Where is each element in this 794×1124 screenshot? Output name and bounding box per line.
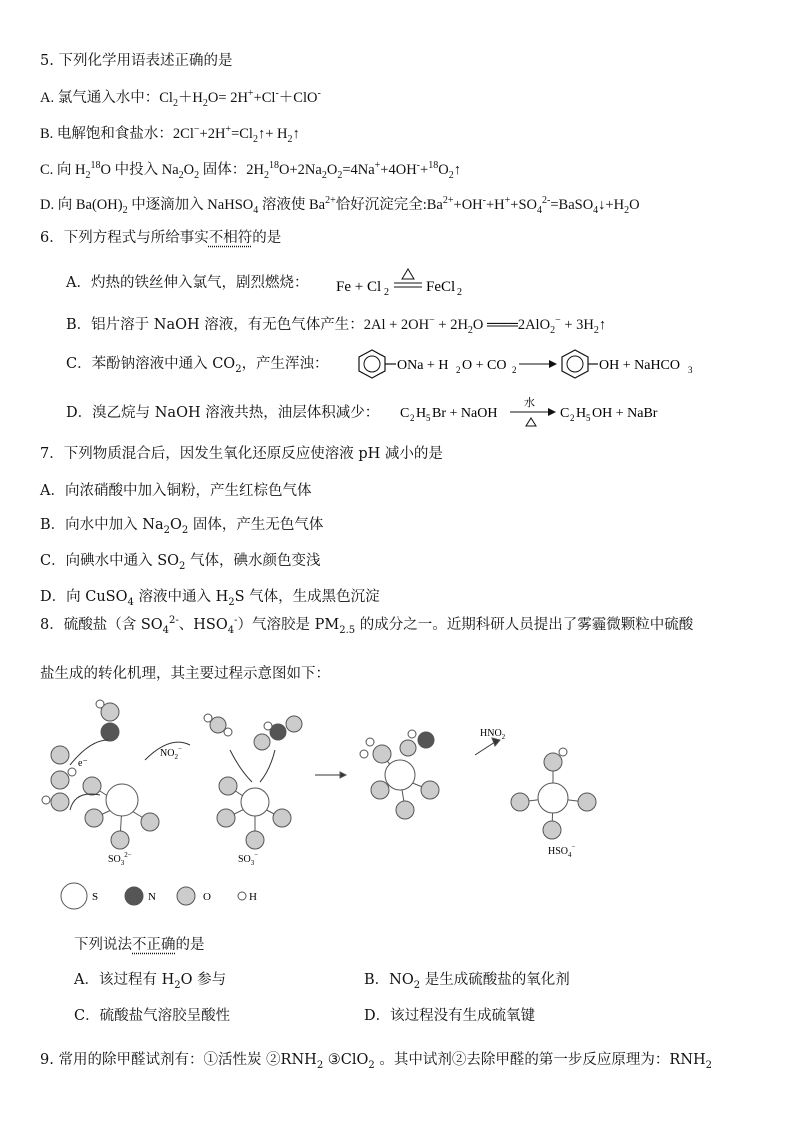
nitrogen-atom (101, 723, 119, 741)
oxygen-atom (511, 793, 529, 811)
q8-mechanism-diagram (30, 690, 630, 920)
oxygen-atom (83, 777, 101, 795)
q6-option-a (66, 273, 308, 293)
oxygen-atom (544, 753, 562, 771)
svg-text:2: 2 (384, 287, 389, 298)
q8-question (74, 935, 205, 955)
no2-label: $NO_2^-$ (160, 745, 182, 761)
oxygen-atom (254, 734, 270, 750)
q5-a-prefix: A. 氯气通入水中： (40, 90, 160, 106)
q5-c-prefix: C. 向 H (40, 162, 86, 178)
q6-option-b: B．铝片溶于 NaOH 溶液，有无色气体产生：$2Al + 2OH^- + 2H_2O$ ═══2AlO$_2$− + $3H_2↑$ (66, 315, 607, 336)
q8-stem-post: 的成分之一。近期科研人员提出了雾霾微颗粒中硫酸 (355, 617, 694, 633)
q6-stem-pre: 6．下列方程式与所给事实 (40, 230, 209, 246)
svg-text:ONa + H: ONa + H (397, 358, 449, 373)
q8-question-post: 的是 (175, 937, 205, 953)
q7-c-pre: C．向碘水中通入 SO (40, 553, 180, 569)
sulfur-atom (106, 784, 138, 816)
oxygen-atom (85, 809, 103, 827)
q5-option-d: D. 向 $Ba(OH)_2$ 中逐滴加入 NaHSO$_4$ 溶液使 $Ba^{2+}$恰好沉淀完全$:Ba^{2+}+OH^-+H^++SO_4^{2-}=BaSO_4↓+H_2O$ (40, 195, 640, 216)
q8-option-a: A．该过程有 $H_2O$ 参与 (74, 972, 227, 991)
q7-b-post: 固体，产生无色气体 (188, 517, 324, 533)
hso4-label: $HSO_4^-$ (548, 843, 576, 859)
q5-c-mid2: O (183, 162, 195, 178)
q7-stem: 7．下列物质混合后，因发生氧化还原反应使溶液 pH 减小的是 (40, 446, 443, 462)
q8-stem-mid2: ）气溶胶是 PM (237, 617, 340, 633)
oxygen-atom (210, 717, 226, 733)
q8-stem-mid: 、HSO (178, 617, 228, 633)
q6-water-label: 水 (524, 397, 535, 409)
q8-stem-pre: 8．硫酸盐（含 SO (40, 617, 163, 633)
legend-oxygen-icon (177, 887, 195, 905)
q5-c-mid: O 中投入 Na (100, 162, 179, 178)
legend-sulfur-icon (61, 883, 87, 909)
svg-text:Br + NaOH: Br + NaOH (432, 406, 498, 421)
svg-text:2: 2 (457, 287, 462, 298)
oxygen-atom (219, 777, 237, 795)
sulfur-atom (385, 760, 415, 790)
oxygen-atom (578, 793, 596, 811)
oxygen-atom (111, 831, 129, 849)
q6-stem-post: 的是 (252, 230, 282, 246)
nitrogen-atom (418, 732, 434, 748)
svg-text:FeCl: FeCl (426, 279, 456, 295)
q5-stem: 5. 下列化学用语表述正确的是 (40, 53, 233, 69)
q8-option-d: D．该过程没有生成硫氧键 (364, 1008, 536, 1024)
q8-b-text2: 是生成硫酸盐的氧化剂 (420, 972, 570, 988)
svg-text:OH + NaBr: OH + NaBr (592, 406, 658, 421)
hydrogen-atom (408, 730, 416, 738)
q5-b-prefix: B. 电解饱和食盐水： (40, 126, 173, 142)
oxygen-atom (400, 740, 416, 756)
q6-equation-a (330, 263, 480, 299)
hydrogen-atom (224, 728, 232, 736)
q8-option-b: B．$NO_2$ 是生成硫酸盐的氧化剂 (364, 972, 570, 991)
q8-question-pre: 下列说法 (74, 937, 132, 953)
q5-option-c: C. 向 $H_2^{18}O$ 中投入 $Na_2O_2$ 固体：$2H_2^{18}O+2Na_2O_2=4Na^++4OH^-+^{18}O_2↑$ (40, 160, 461, 181)
q5-d-mid2: 溶液使 Ba (258, 197, 326, 213)
q7-d-pre: D．向 CuSO (40, 589, 128, 605)
hno2-label: $HNO_2$ (480, 728, 506, 741)
svg-text:C: C (560, 406, 570, 421)
svg-text:2: 2 (570, 413, 575, 423)
q8-b-text: B．NO (364, 972, 414, 988)
hydrogen-atom (559, 748, 567, 756)
q5-d-prefix: D. 向 Ba(OH) (40, 197, 123, 213)
q7-b-pre: B．向水中加入 Na (40, 517, 164, 533)
q6-option-d (66, 403, 379, 423)
q8-stem: 8．硫酸盐（含 $SO_4^{2-}$、$HSO_4^-$）气溶胶是 $PM_{2.5}$ 的成分之一。近期科研人员提出了雾霾微颗粒中硫酸 (40, 615, 694, 636)
oxygen-atom (51, 771, 69, 789)
hydrogen-atom (366, 738, 374, 746)
svg-text:3: 3 (688, 365, 693, 375)
oxygen-atom (273, 809, 291, 827)
q6-d-text: D．溴乙烷与 NaOH 溶液共热，油层体积减少： (66, 405, 380, 421)
q8-a-text: A．该过程有 H (74, 972, 175, 988)
q7-option-d: D．向 CuSO$_4$ 溶液中通入 $H_2S$ 气体，生成黑色沉淀 (40, 589, 380, 608)
oxygen-atom (51, 793, 69, 811)
hydrogen-atom (68, 768, 76, 776)
oxygen-atom (371, 781, 389, 799)
oxygen-atom (246, 831, 264, 849)
so3-2-label: $SO_3^{2-}$ (108, 851, 132, 867)
q6-stem-emphasis: 不相符 (208, 230, 253, 246)
legend-o-label: O (203, 891, 211, 903)
svg-text:H: H (576, 406, 587, 421)
svg-text:2: 2 (410, 413, 415, 423)
q7-option-a: A．向浓硝酸中加入铜粉，产生红棕色气体 (40, 483, 312, 499)
svg-text:2: 2 (456, 365, 461, 375)
q6-b-text: B．铝片溶于 NaOH 溶液，有无色气体产生： (66, 317, 364, 333)
q8-stem-line2: 盐生成的转化机理，其主要过程示意图如下： (40, 666, 330, 682)
svg-text:2: 2 (512, 365, 517, 375)
oxygen-atom (421, 781, 439, 799)
q9-text: 9. 常用的除甲醛试剂有：①活性炭 ②RNH (40, 1052, 317, 1068)
svg-text:O + CO: O + CO (462, 358, 507, 373)
q6-c-text: C．苯酚钠溶液中通入 CO (66, 356, 236, 372)
oxygen-atom (286, 716, 302, 732)
q8-a-text2: O 参与 (180, 972, 227, 988)
q7-option-b: B．向水中加入 $Na_2O_2$ 固体，产生无色气体 (40, 517, 324, 536)
sulfur-atom (538, 783, 568, 813)
q5-option-a: A. 氯气通入水中：$Cl_2+H_2O= 2H^++Cl^-+ClO^-$ (40, 88, 321, 109)
q9-text3: 。其中试剂②去除甲醛的第一步反应原理为：RNH (374, 1052, 706, 1068)
q5-d-mid3: 恰好沉淀完全: (335, 197, 427, 213)
q6-a-text: A．灼热的铁丝伸入氯气，剧烈燃烧： (66, 275, 309, 291)
q7-option-c: C．向碘水中通入 $SO_2$ 气体，碘水颜色变浅 (40, 553, 321, 572)
q9-stem: 9. 常用的除甲醛试剂有：①活性炭 $②RNH_2$ ③ClO$_2$ 。其中试剂②去除甲醛的第一步反应原理为：$RNH_2$ (40, 1052, 713, 1071)
hydrogen-atom (264, 722, 272, 730)
legend-nitrogen-icon (125, 887, 143, 905)
q8-option-c: C．硫酸盐气溶胶呈酸性 (74, 1008, 231, 1024)
oxygen-atom (141, 813, 159, 831)
q7-d-post: S 气体，生成黑色沉淀 (234, 589, 380, 605)
q7-c-post: 气体，碘水颜色变浅 (185, 553, 321, 569)
legend-h-label: H (249, 891, 257, 903)
svg-text:C: C (400, 406, 410, 421)
q6-stem (40, 228, 281, 248)
q9-text2: ③ClO (323, 1052, 369, 1068)
legend-s-label: S (92, 891, 99, 903)
svg-text:5: 5 (426, 413, 431, 423)
svg-text:H: H (416, 406, 427, 421)
q5-d-mid: 中逐滴加入 NaHSO (127, 197, 254, 213)
hydrogen-atom (42, 796, 50, 804)
svg-text:Fe + Cl: Fe + Cl (336, 279, 382, 295)
q6-c-text2: ，产生浑浊： (241, 356, 329, 372)
q5-option-b: B. 电解饱和食盐水：$2Cl^-+2H^+=Cl_2↑+$ $H_2↑$ (40, 124, 300, 145)
svg-text:5: 5 (586, 413, 591, 423)
q6-equation-c (352, 344, 702, 384)
q6-option-c: C．苯酚钠溶液中通入 $CO_2$，产生浑浊： (66, 356, 329, 375)
q8-question-emphasis: 不正确 (132, 937, 176, 953)
oxygen-atom (217, 809, 235, 827)
oxygen-atom (543, 821, 561, 839)
legend-hydrogen-icon (238, 892, 246, 900)
hydrogen-atom (204, 714, 212, 722)
oxygen-atom (396, 801, 414, 819)
hydrogen-atom (96, 700, 104, 708)
svg-text:OH + NaHCO: OH + NaHCO (599, 358, 680, 373)
oxygen-atom (373, 745, 391, 763)
hydrogen-atom (360, 750, 368, 758)
oxygen-atom (51, 746, 69, 764)
q7-d-mid: 溶液中通入 H (133, 589, 229, 605)
q6-equation-d (398, 390, 678, 430)
q5-c-mid3: 固体： (199, 162, 247, 178)
electron-label: e⁻ (78, 758, 88, 769)
so3-label: $SO_3^-$ (238, 851, 259, 867)
legend-n-label: N (148, 891, 156, 903)
sulfur-atom (241, 788, 269, 816)
